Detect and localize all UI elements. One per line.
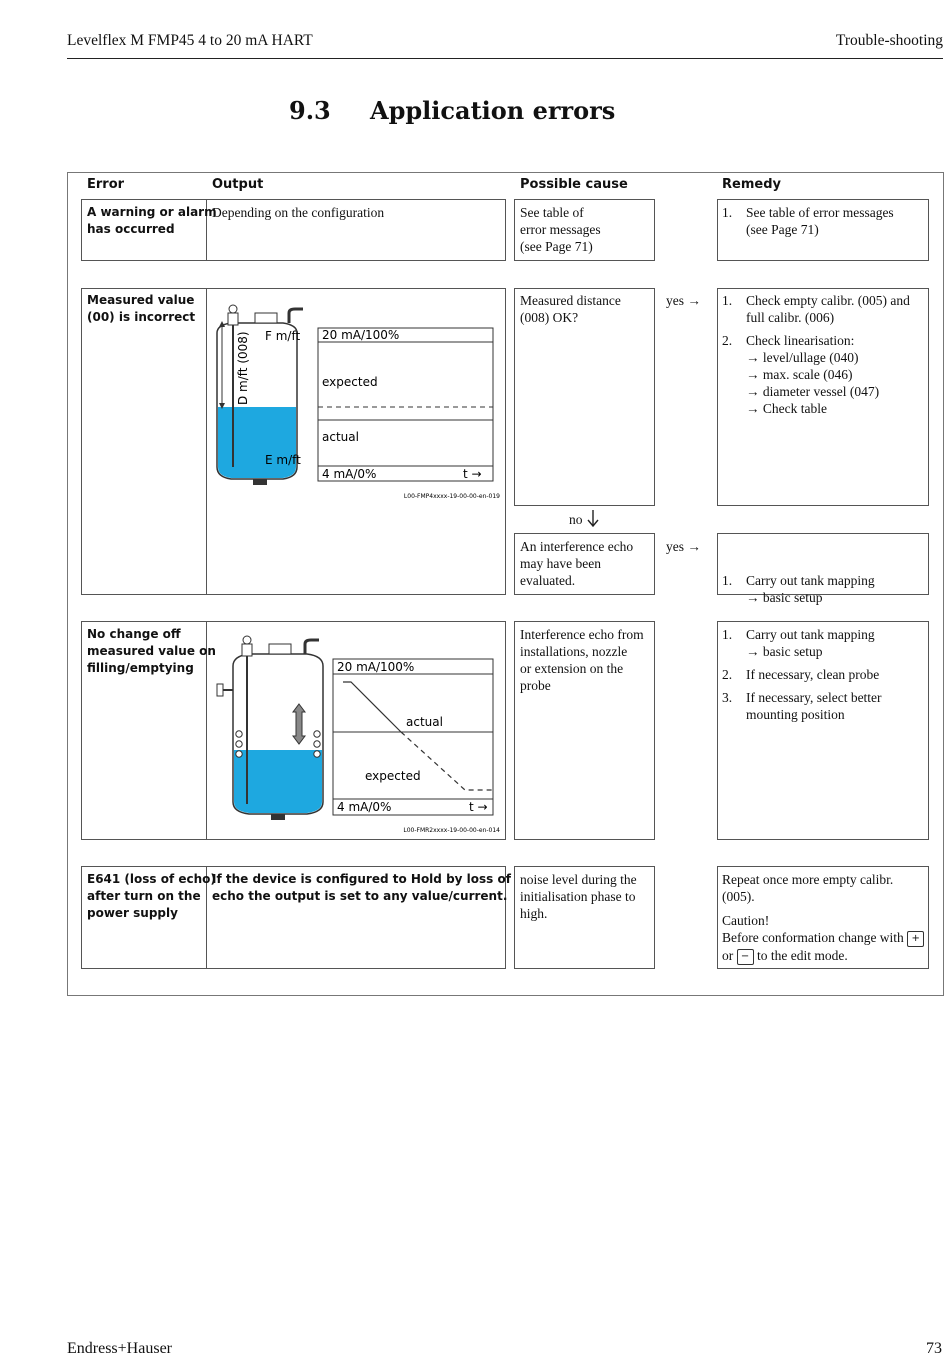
- row2-remedy2: 1. Carry out tank mapping → basic setup: [722, 573, 875, 605]
- tank-figure-2: [207, 622, 505, 838]
- row4-error: E641 (loss of echo) after turn on the power supply: [87, 872, 216, 920]
- column-header-remedy: Remedy: [722, 177, 781, 192]
- row3-cause: Interference echo from installations, nozzle or extension on the probe: [520, 627, 644, 693]
- row1-output: Depending on the configuration: [212, 205, 385, 220]
- graph2-top-label: 20 mA/100%: [337, 660, 415, 674]
- plus-key-icon: +: [907, 931, 924, 947]
- tank-figure-1: [207, 289, 505, 505]
- graph2-expected-label: expected: [365, 769, 421, 783]
- row2-cause2: An interference echo may have been evaluated.: [520, 539, 634, 588]
- graph-top-label: 20 mA/100%: [322, 328, 400, 342]
- running-header-chapter: Trouble-shooting: [835, 32, 943, 49]
- header-rule: [67, 58, 943, 59]
- column-header-error: Error: [87, 177, 125, 192]
- row2-no: no: [569, 512, 583, 527]
- row2-error: Measured value (00) is incorrect: [87, 293, 196, 324]
- full-label: F m/ft: [265, 329, 301, 343]
- graph2-bottom-label: 4 mA/0%: [337, 800, 392, 814]
- row1-remedy: 1. See table of error messages (see Page 71): [722, 205, 894, 237]
- row2-remedy1: 1. Check empty calibr. (005) and full calibr. (006) 2. Check linearisation: → level/ullage (040) → max. scale (046) → diameter vessel (047) → Check table: [722, 293, 910, 416]
- running-header-title: Levelflex M FMP45 4 to 20 mA HART: [67, 32, 313, 49]
- row2-yes2: yes →: [666, 539, 701, 554]
- row4-remedy: Repeat once more empty calibr. (005). Caution! Before conformation change with + or − to the edit mode.: [722, 871, 924, 965]
- row4-output: If the device is configured to Hold by loss of echo the output is set to any value/current.: [212, 872, 511, 903]
- row3-error: No change off measured value on filling/emptying: [87, 627, 216, 675]
- row1-error: A warning or alarm has occurred: [87, 205, 217, 236]
- empty-label: E m/ft: [265, 453, 301, 467]
- down-arrow-icon: [585, 508, 601, 528]
- graph-time-label: t →: [463, 467, 482, 481]
- page-number: 73: [926, 1340, 942, 1357]
- row3-remedy: 1. Carry out tank mapping → basic setup 2. If necessary, clean probe 3. If necessary, select better mounting position: [722, 627, 882, 722]
- row1-cause: See table of error messages (see Page 71): [520, 205, 601, 254]
- row2-yes1: yes →: [666, 293, 701, 308]
- row4-cause: noise level during the initialisation phase to high.: [520, 872, 637, 921]
- footer-company: Endress+Hauser: [67, 1340, 172, 1357]
- graph-bottom-label: 4 mA/0%: [322, 467, 377, 481]
- minus-key-icon: −: [737, 949, 754, 965]
- figure-code: L00-FMP4xxxx-19-00-00-en-019: [403, 493, 500, 500]
- graph2-time-label: t →: [469, 800, 488, 814]
- row2-cause1: Measured distance (008) OK?: [520, 293, 621, 325]
- graph-expected-label: expected: [322, 375, 378, 389]
- column-header-output: Output: [212, 177, 264, 192]
- tank-liquid-icon: [218, 407, 296, 478]
- distance-label: D m/ft (008): [236, 331, 250, 405]
- section-number: 9.3: [289, 96, 331, 125]
- figure2-code: L00-FMR2xxxx-19-00-00-en-014: [403, 827, 500, 834]
- graph-actual-label: actual: [322, 430, 359, 444]
- graph2-actual-label: actual: [406, 715, 443, 729]
- column-header-cause: Possible cause: [520, 177, 628, 192]
- section-title: Application errors: [370, 96, 616, 125]
